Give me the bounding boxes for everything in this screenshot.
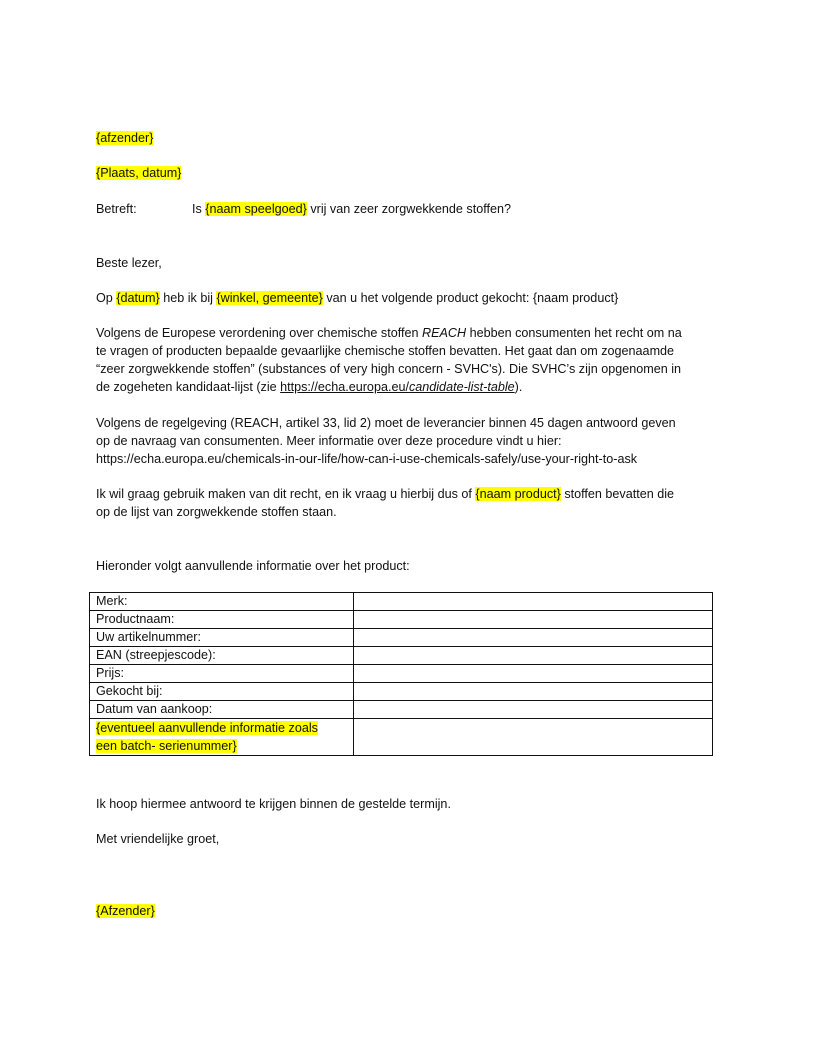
store-placeholder: {winkel, gemeente} [216,291,323,305]
subject-text [192,200,511,218]
sender-top-placeholder: {afzender} [96,131,154,145]
salutation: Beste lezer, [96,256,162,270]
request-line-1 [96,485,726,503]
request-line-1-b: stoffen bevatten die [560,487,675,501]
reach-line-1-b: hebben consumenten het recht om na [466,326,682,340]
reach-line-4-a: de zogeheten kandidaat-lijst (zie [96,380,281,394]
candidate-list-link-a: https://echa.europa.eu/ [280,380,409,394]
sender-bottom [96,902,155,920]
subject-suffix: vrij van zeer zorgwekkende stoffen? [306,202,512,216]
extra-info-placeholder-line-2: een batch- serienummer} [96,739,237,753]
subject-label: Betreft: [96,202,137,216]
reach-line-3: “zeer zorgwekkende stoffen” (substances of very high concern - SVHC's). Die SVHC’s zijn opgenomen in [96,362,682,376]
subject-prefix: Is [192,202,206,216]
subject-product-placeholder: {naam speelgoed} [205,202,307,216]
row-value-ean [354,647,713,665]
subject-line [96,200,512,218]
extra-info-placeholder-line-1: {eventueel aanvullende informatie zoals [96,721,318,735]
table-row [90,701,713,719]
product-name-placeholder: {naam product} [475,487,561,501]
reach-term: REACH [422,326,467,340]
row-label-productnaam: Productnaam: [90,611,354,629]
reach-line-1 [96,324,726,342]
table-row [90,611,713,629]
candidate-list-link[interactable] [280,380,515,394]
row-value-datum-aankoop [354,701,713,719]
row-label-prijs: Prijs: [90,665,354,683]
row-label-extra-info [90,719,354,756]
paragraph-regulation [96,414,726,468]
row-label-gekocht-bij: Gekocht bij: [90,683,354,701]
place-date-placeholder: {Plaats, datum} [96,166,182,180]
regulation-line-2: op de navraag van consumenten. Meer informatie over deze procedure vindt u hier: [96,434,562,448]
table-row [90,647,713,665]
table-row [90,719,713,756]
row-value-merk [354,593,713,611]
closing-line: Ik hoop hiermee antwoord te krijgen binnen de gestelde termijn. [96,797,451,811]
row-label-merk: Merk: [90,593,354,611]
table-row [90,593,713,611]
table-row [90,629,713,647]
paragraph-request [96,485,726,521]
row-value-artikelnummer [354,629,713,647]
table-row [90,665,713,683]
regulation-line-1: Volgens de regelgeving (REACH, artikel 33, lid 2) moet de leverancier binnen 45 dagen antwoord geven [96,416,676,430]
candidate-list-link-b: candidate-list-table [408,380,515,394]
p1-op: Op [96,291,117,305]
row-value-productnaam [354,611,713,629]
row-value-gekocht-bij [354,683,713,701]
regards: Met vriendelijke groet, [96,832,220,846]
table-row [90,683,713,701]
request-line-1-a: Ik wil graag gebruik maken van dit recht, en ik vraag u hierbij dus of [96,487,476,501]
sender-bottom-placeholder: {Afzender} [96,904,155,918]
reach-line-4-b: ). [514,380,523,394]
table-intro: Hieronder volgt aanvullende informatie over het product: [96,559,410,573]
p1-end: van u het volgende product gekocht: {naam product} [322,291,619,305]
paragraph-reach [96,324,726,396]
sender-top [96,129,153,147]
echa-right-to-ask-url: https://echa.europa.eu/chemicals-in-our-life/how-can-i-use-chemicals-safely/use-your-right-to-ask [96,452,638,466]
p1-mid: heb ik bij [159,291,217,305]
row-label-ean: EAN (streepjescode): [90,647,354,665]
date-placeholder: {datum} [116,291,160,305]
row-value-extra-info [354,719,713,756]
paragraph-purchase [96,289,618,307]
row-label-artikelnummer: Uw artikelnummer: [90,629,354,647]
request-line-2: op de lijst van zorgwekkende stoffen staan. [96,505,337,519]
product-info-table [89,592,713,756]
place-date [96,164,181,182]
reach-line-4 [96,378,726,396]
reach-line-2: te vragen of producten bepaalde gevaarlijke chemische stoffen bevatten. Het gaat dan om zogenaamde [96,344,675,358]
row-label-datum-aankoop: Datum van aankoop: [90,701,354,719]
row-value-prijs [354,665,713,683]
reach-line-1-a: Volgens de Europese verordening over chemische stoffen [96,326,423,340]
